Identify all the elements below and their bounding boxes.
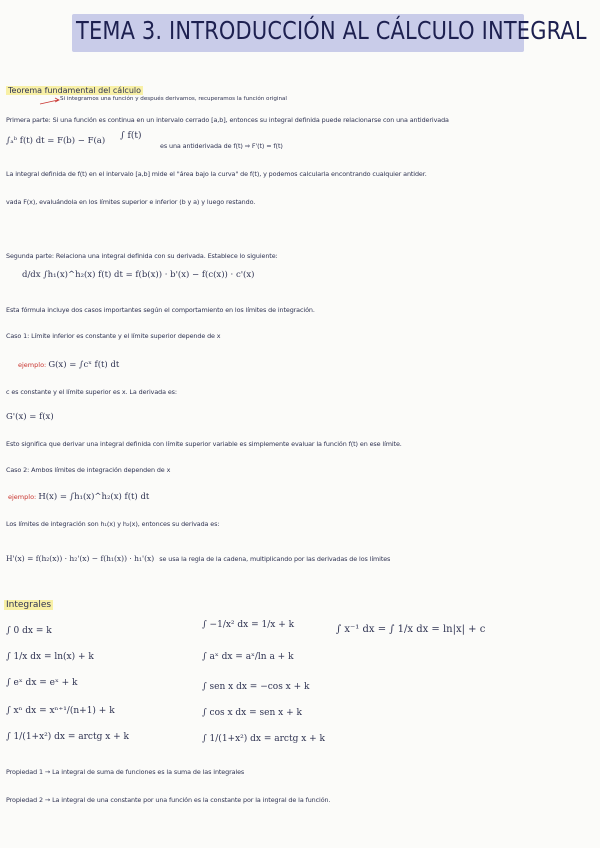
page-title: TEMA 3. INTRODUCCIÓN AL CÁLCULO INTEGRAL	[76, 16, 587, 45]
integral-mid-1: ∫ −1/x² dx = 1/x + k	[202, 620, 295, 630]
prop1-text: La integral de suma de funciones es la suma de las integrales	[52, 768, 245, 776]
eq1-mid: ∫ f(t)	[120, 131, 142, 141]
integrales-heading-text: Integrales	[6, 600, 52, 610]
case1-label: Caso 1:	[6, 332, 30, 340]
case2-result: H'(x) = f(h₂(x)) · h₂'(x) − f(h₁(x)) · h₁'(x)	[6, 554, 155, 563]
prop1-label: Propiedad 1 →	[6, 768, 51, 776]
case2-result-line	[6, 546, 390, 565]
para1-line2: vada F(x), evaluándola en los límites superior e inferior (b y a) y luego restando.	[6, 198, 256, 206]
part2-text: Relaciona una integral definida con su derivada. Establece lo siguiente:	[55, 252, 278, 260]
integral-mid-2: ∫ aˣ dx = aˣ/ln a + k	[202, 652, 294, 662]
prop1-line	[6, 768, 244, 776]
case1-result: G'(x) = f(x)	[6, 412, 54, 422]
integral-mid-3: ∫ sen x dx = −cos x + k	[202, 682, 310, 692]
case1-line	[6, 332, 221, 340]
integral-left-3: ∫ eˣ dx = eˣ + k	[6, 678, 78, 688]
integral-left-4: ∫ xⁿ dx = xⁿ⁺¹/(n+1) + k	[6, 706, 115, 716]
part1-line	[6, 116, 449, 124]
case1-text: Límite inferior es constante y el límite superior depende de x	[31, 332, 221, 340]
eq1-mid-text: es una antiderivada de f(t) ⇒ F'(t) = f(t)	[160, 142, 283, 150]
part2-line	[6, 252, 278, 260]
part2-label: Segunda parte:	[6, 252, 54, 260]
prop2-line	[6, 796, 330, 804]
case2-example: H(x) = ∫h₁(x)^h₂(x) f(t) dt	[38, 492, 150, 502]
case2-label: Caso 2:	[6, 466, 30, 474]
part2-eq-lhs: d/dx	[22, 270, 41, 280]
integral-mid-4: ∫ cos x dx = sen x + k	[202, 708, 302, 718]
integral-left-2: ∫ 1/x dx = ln(x) + k	[6, 652, 94, 662]
part2-eq-rhs: = f(b(x)) · b'(x) − f(c(x)) · c'(x)	[125, 270, 255, 280]
part2-eq	[22, 270, 254, 280]
part1-text: Si una función es continua en un intervalo cerrado [a,b], entonces su integral definida puede relacionarse con una antiderivada	[52, 116, 449, 124]
part2-eq-int: ∫h₁(x)^h₂(x) f(t) dt	[43, 270, 123, 280]
integrales-heading	[4, 600, 53, 610]
case2-text: Ambos límites de integración dependen de x	[31, 466, 171, 474]
prop2-label: Propiedad 2 →	[6, 796, 51, 804]
part2-intro: Esta fórmula incluye dos casos importantes según el comportamiento en los límites de integración.	[6, 306, 315, 314]
integral-left-1: ∫ 0 dx = k	[6, 626, 52, 636]
part1-label: Primera parte:	[6, 116, 51, 124]
case2-result-note: se usa la regla de la cadena, multiplicando por las derivadas de los límites	[159, 555, 391, 563]
integral-left-5: ∫ 1/(1+x²) dx = arctg x + k	[6, 732, 129, 742]
case1-explain: Esto significa que derivar una integral definida con límite superior variable es simplemente evaluar la función f(t) en ese límite.	[6, 440, 402, 448]
case1-example: G(x) = ∫cˣ f(t) dt	[48, 360, 120, 370]
case2-note: Los límites de integración son h₁(x) y h₂(x), entonces su derivada es:	[6, 520, 220, 528]
integral-right: ∫ x⁻¹ dx = ∫ 1/x dx = ln|x| + c	[336, 624, 486, 635]
eq1-left: ∫ₐᵇ f(t) dt = F(b) − F(a)	[6, 136, 106, 146]
case1-example-label: ejemplo:	[18, 361, 47, 369]
case1-example-line	[18, 360, 119, 370]
prop2-text: La integral de una constante por una función es la constante por la integral de la función.	[52, 796, 331, 804]
integral-mid-5: ∫ 1/(1+x²) dx = arctg x + k	[202, 734, 325, 744]
case2-line	[6, 466, 170, 474]
tfc-heading-text: Teorema fundamental del cálculo	[8, 86, 142, 95]
case2-example-line	[8, 492, 149, 502]
case2-example-label: ejemplo:	[8, 493, 37, 501]
case1-note: c es constante y el límite superior es x. La derivada es:	[6, 388, 177, 396]
para1-line1: La integral definida de f(t) en el intervalo [a,b] mide el "área bajo la curva" de f(t), y podemos calcularla encontrando cualquier antider.	[6, 170, 427, 178]
tfc-subnote: Si integramos una función y después derivamos, recuperamos la función original	[60, 96, 287, 102]
